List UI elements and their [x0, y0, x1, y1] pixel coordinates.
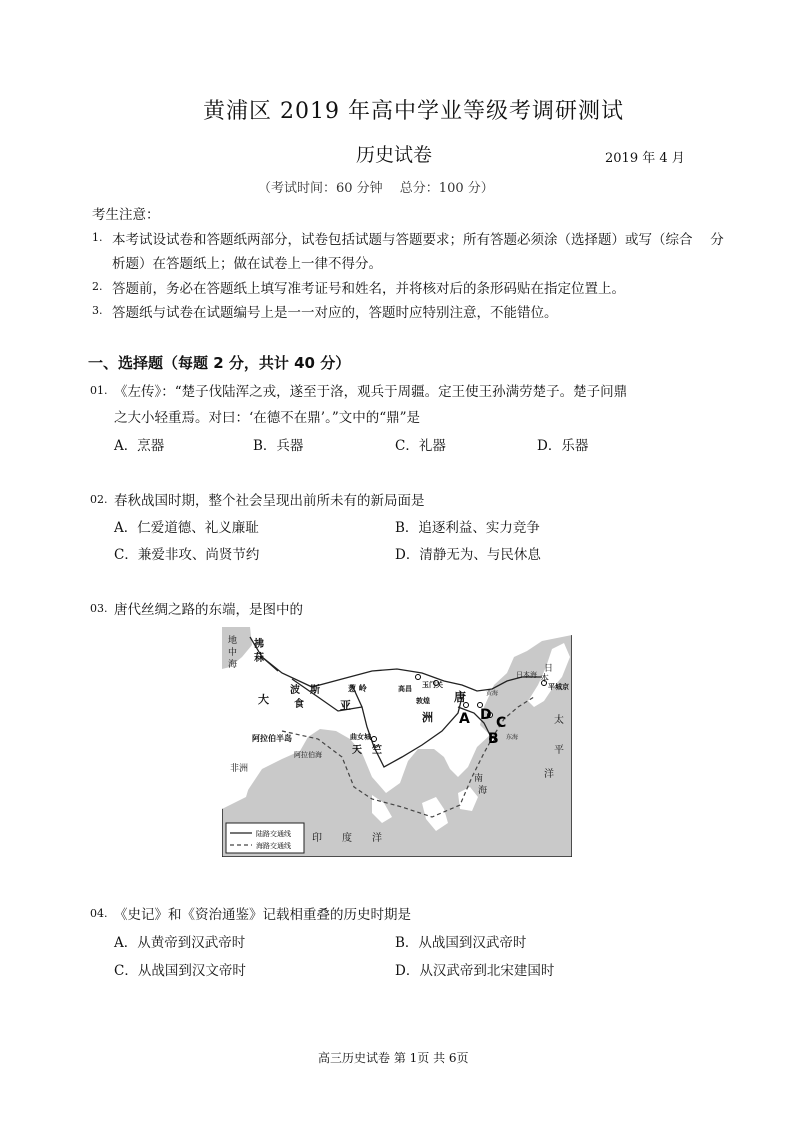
legend-land-label: 陆路交通线 — [256, 830, 291, 838]
question-number: 01. — [90, 384, 108, 397]
map-label: 葱 岭 — [348, 684, 367, 693]
option-a: A．仁爱道德、礼义廉耻 — [114, 520, 259, 536]
map-legend — [226, 823, 304, 853]
map-label: 中 — [228, 648, 238, 658]
map-label: 黄海 — [486, 690, 499, 697]
notice-line: 答题纸与试卷在试题编号上是一一对应的，答题时应特别注意，不能错位。 — [112, 305, 558, 321]
section-heading: 一、选择题（每题 2 分，共计 40 分） — [88, 354, 351, 372]
silk-road-map — [222, 627, 572, 857]
map-label: 日本海 — [516, 671, 537, 679]
map-label: 平城京 — [548, 683, 569, 691]
map-label: 海 — [478, 786, 488, 796]
map-label: 天 竺 — [352, 745, 382, 756]
option-a: A．从黄帝到汉武帝时 — [114, 935, 246, 951]
page-footer: 高三历史试卷 第 1页 共 6页 — [318, 1051, 469, 1065]
option-b: B．追逐利益、实力竞争 — [395, 520, 540, 536]
exam-date: 2019 年 4 月 — [605, 151, 685, 166]
map-label: 太 — [554, 715, 564, 726]
map-label: 印 度 洋 — [312, 833, 382, 844]
subject-title: 历史试卷 — [356, 144, 433, 166]
map-label: 玉门关 — [422, 681, 443, 689]
map-label: 海 — [228, 660, 238, 670]
map-label: 平 — [554, 745, 564, 756]
notice-number: 2. — [92, 280, 103, 293]
question-number: 02. — [90, 493, 108, 506]
notice-line: 析题）在答题纸上；做在试卷上一律不得分。 — [112, 256, 382, 272]
map-label: 本 — [540, 674, 550, 684]
map-label: 洋 — [544, 769, 554, 780]
map-label: 日 — [544, 664, 554, 674]
point-c: C — [496, 715, 507, 731]
map-label: 食 — [294, 699, 304, 710]
map-label: 非洲 — [230, 764, 249, 774]
option-d: D．清静无为、与民休息 — [395, 547, 541, 563]
notice-line: 本考试设试卷和答题纸两部分，试卷包括试题与答题要求；所有答题必须涂（选择题）或写（综合 分 — [112, 232, 724, 248]
question-number: 04. — [90, 907, 108, 920]
option-c: C．兼爱非攻、尚贤节约 — [114, 547, 260, 563]
option-d: D．乐器 — [537, 438, 589, 454]
map-label: 斯 — [310, 685, 320, 696]
map-label: 大 — [258, 693, 269, 706]
question-stem: 春秋战国时期，整个社会呈现出前所未有的新局面是 — [114, 493, 425, 509]
city-dot — [372, 737, 377, 742]
map-label: 敦煌 — [416, 697, 430, 705]
map-label: 曲女城 — [350, 733, 371, 741]
notice-number: 1. — [92, 231, 103, 244]
map-label: 波 — [290, 685, 300, 696]
question-stem: 《史记》和《资治通鉴》记载相重叠的历史时期是 — [114, 907, 411, 923]
question-stem: 之大小轻重焉。对曰：‘在德不在鼎’。”文中的“鼎”是 — [114, 410, 421, 426]
exam-info: （考试时间：60 分钟 总分：100 分） — [258, 181, 494, 196]
question-number: 03. — [90, 602, 108, 615]
map-label: 亚 — [340, 699, 351, 712]
option-c: C．礼器 — [395, 438, 446, 454]
option-a: A．烹器 — [114, 438, 165, 454]
notice-heading: 考生注意： — [92, 207, 160, 223]
point-a: A — [459, 711, 470, 727]
map-label: 阿拉伯海 — [294, 751, 322, 759]
notice-line: 答题前，务必在答题纸上填写准考证号和姓名，并将核对后的条形码贴在指定位置上。 — [112, 281, 625, 297]
map-label: 阿拉伯半岛 — [252, 734, 292, 743]
map-label: 地 — [228, 636, 238, 646]
point-d: D — [480, 707, 492, 723]
map-label: 洲 — [422, 711, 433, 724]
map-label: 菻 — [254, 653, 264, 664]
option-d: D．从汉武帝到北宋建国时 — [395, 963, 555, 979]
city-dot — [416, 675, 421, 680]
legend-sea-label: 海路交通线 — [256, 842, 291, 850]
notice-number: 3. — [92, 304, 103, 317]
option-c: C．从战国到汉文帝时 — [114, 963, 246, 979]
map-label: 唐 — [454, 690, 467, 704]
map-label: 拂 — [254, 639, 264, 650]
question-stem: 唐代丝绸之路的东端，是图中的 — [114, 602, 303, 618]
point-b: B — [488, 731, 499, 747]
map-label: 南 — [474, 774, 484, 784]
exam-title: 黄浦区 2019 年高中学业等级考调研测试 — [203, 99, 624, 124]
question-stem: 《左传》：“楚子伐陆浑之戎，遂至于洛，观兵于周疆。定王使王孙满劳楚子。楚子问鼎 — [114, 384, 628, 400]
map-label: 高昌 — [398, 685, 412, 693]
map-label: 东海 — [506, 734, 519, 741]
option-b: B．从战国到汉武帝时 — [395, 935, 527, 951]
option-b: B．兵器 — [253, 438, 304, 454]
